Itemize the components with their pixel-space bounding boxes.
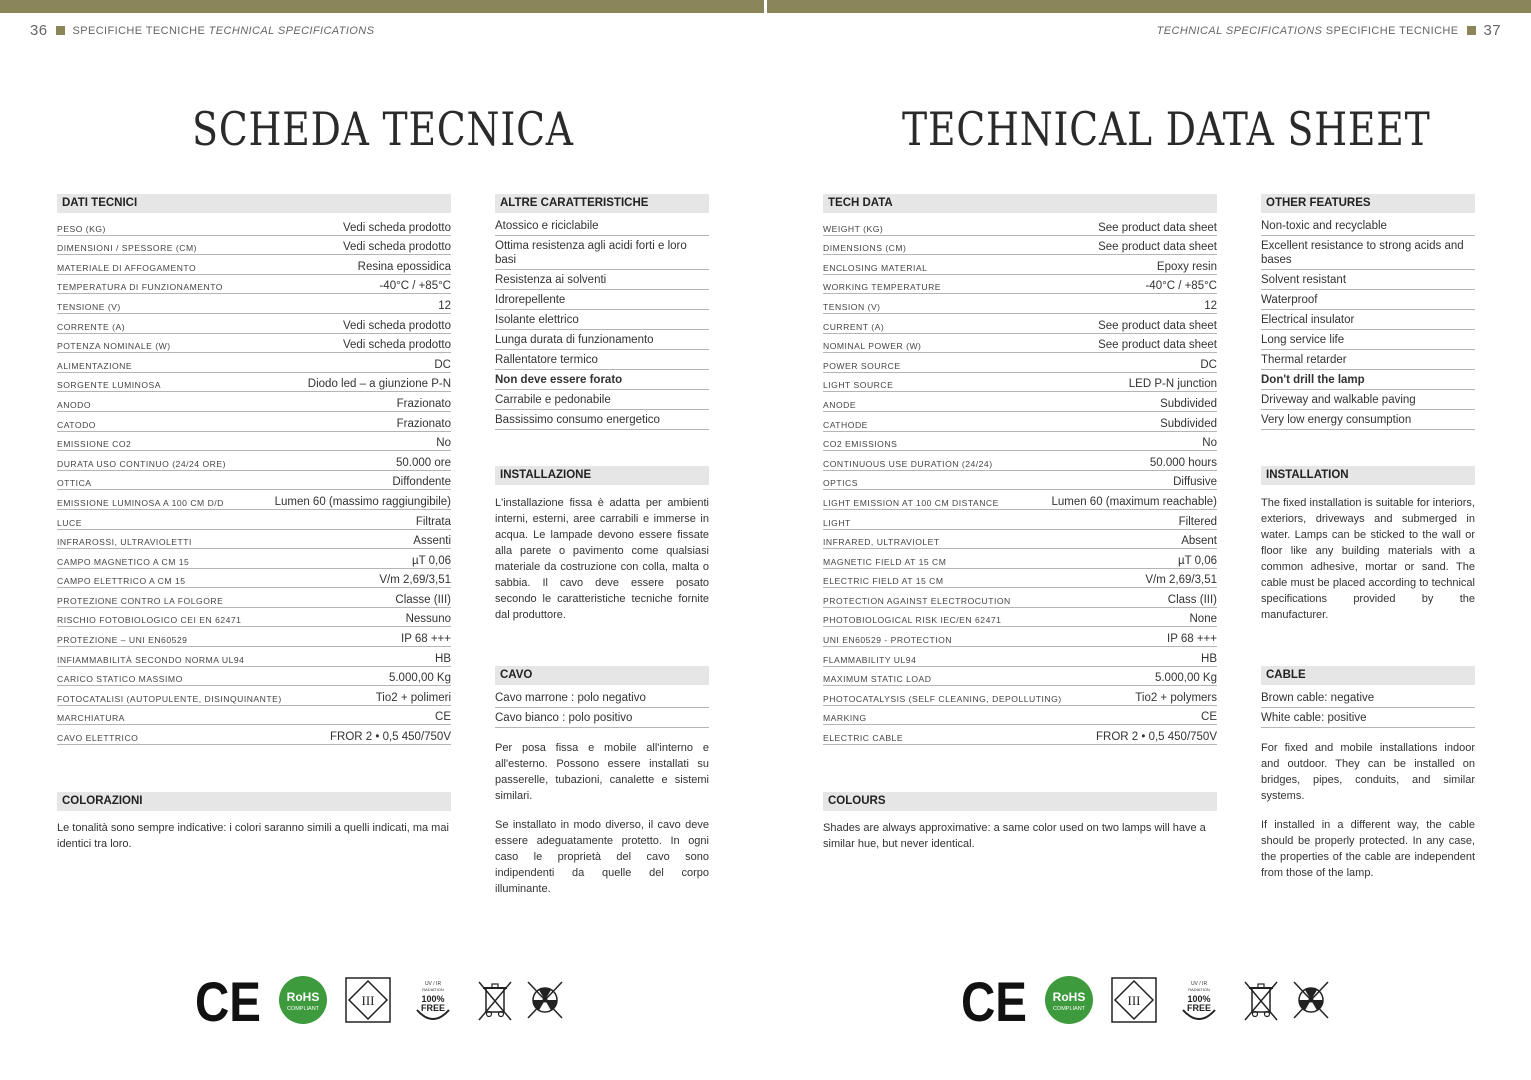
table-row: [823, 667, 1217, 687]
row-value: Diffusive: [1173, 476, 1217, 489]
row-label: NOMINAL POWER (W): [823, 341, 922, 352]
row-label: DIMENSIONS (CM): [823, 243, 907, 254]
row-label: CATHODE: [823, 419, 868, 430]
row-value: 50.000 ore: [396, 456, 451, 469]
table-row: [823, 236, 1217, 256]
row-value: See product data sheet: [1098, 319, 1217, 332]
row-label: CAMPO ELETTRICO A CM 15: [57, 576, 186, 587]
table-row: [57, 432, 451, 452]
list-item: Resistenza ai solventi: [495, 270, 709, 290]
row-value: No: [1202, 437, 1217, 450]
svg-text:COMPLIANT: COMPLIANT: [1052, 1006, 1086, 1012]
row-value: FROR 2 • 0,5 450/750V: [1095, 731, 1217, 744]
row-value: IP 68 +++: [1167, 633, 1217, 646]
row-value: Subdivided: [1160, 417, 1217, 430]
list-item: Non deve essere forato: [495, 370, 709, 390]
list-item: Very low energy consumption: [1261, 410, 1475, 430]
row-value: LED P-N junction: [1128, 378, 1217, 391]
row-value: µT 0,06: [1177, 554, 1217, 567]
table-row: [57, 294, 451, 314]
row-label: PHOTOBIOLOGICAL RISK IEC/EN 62471: [823, 615, 1002, 626]
row-label: EMISSIONE LUMINOSA A 100 CM D/D: [57, 497, 224, 508]
list-item: Electrical insulator: [1261, 310, 1475, 330]
row-label: CO2 EMISSIONS: [823, 439, 898, 450]
table-row: [823, 412, 1217, 432]
table-row: [823, 530, 1217, 550]
row-value: None: [1189, 613, 1217, 626]
row-label: OPTICS: [823, 478, 858, 489]
row-value: DC: [1200, 358, 1217, 371]
row-label: WORKING TEMPERATURE: [823, 282, 942, 293]
row-label: ALIMENTAZIONE: [57, 360, 133, 371]
tech-data-table: [823, 216, 1217, 745]
svg-text:100%: 100%: [421, 994, 445, 1004]
cable-section: [495, 666, 709, 897]
section-heading: CAVO: [495, 666, 709, 685]
row-value: 12: [1204, 299, 1217, 312]
section-heading: INSTALLATION: [1261, 466, 1475, 485]
table-row: [823, 569, 1217, 589]
row-label: PESO (KG): [57, 223, 106, 234]
rohs-compliant-icon: [277, 974, 329, 1026]
row-label: LIGHT EMISSION AT 100 CM DISTANCE: [823, 497, 999, 508]
row-value: Subdivided: [1160, 397, 1217, 410]
colors-text: Le tonalità sono sempre indicative: i colori saranno simili a quelli indicati, ma mai identici tra loro.: [57, 822, 449, 850]
row-value: Nessuno: [405, 613, 451, 626]
table-row: [823, 314, 1217, 334]
row-label: INFRARED, ULTRAVIOLET: [823, 537, 940, 548]
no-radiation-icon: [1291, 978, 1331, 1022]
svg-text:RoHS: RoHS: [286, 990, 320, 1004]
row-label: MATERIALE DI AFFOGAMENTO: [57, 262, 197, 273]
row-label: RISCHIO FOTOBIOLOGICO CEI EN 62471: [57, 615, 242, 626]
row-label: TEMPERATURA DI FUNZIONAMENTO: [57, 282, 223, 293]
no-radiation-icon: [525, 978, 565, 1022]
page-title: TECHNICAL DATA SHEET: [902, 102, 1431, 156]
svg-text:UV / IR: UV / IR: [1190, 981, 1208, 987]
installation-section: [495, 466, 709, 623]
row-value: µT 0,06: [411, 554, 451, 567]
row-label: PROTEZIONE CONTRO LA FOLGORE: [57, 595, 224, 606]
row-label: MAGNETIC FIELD AT 15 CM: [823, 556, 947, 567]
row-value: Diffondente: [392, 476, 451, 489]
row-label: ELECTRIC FIELD AT 15 CM: [823, 576, 944, 587]
row-label: LIGHT: [823, 517, 851, 528]
table-row: [823, 706, 1217, 726]
table-row: [823, 392, 1217, 412]
row-value: 5.000,00 Kg: [388, 672, 451, 685]
list-item: Excellent resistance to strong acids and bases: [1261, 236, 1475, 270]
row-label: ANODE: [823, 399, 857, 410]
tech-data-section: [57, 194, 451, 745]
row-value: Vedi scheda prodotto: [342, 339, 451, 352]
table-row: [57, 549, 451, 569]
header-square-marker: [1467, 26, 1476, 35]
uv-ir-free-icon: [413, 976, 453, 1024]
table-row: [823, 432, 1217, 452]
table-row: [57, 569, 451, 589]
table-row: [57, 471, 451, 491]
row-label: MARKING: [823, 713, 867, 724]
cable-paragraph: Se installato in modo diverso, il cavo deve essere adeguatamente protetto. In ogni caso le proprietà del cavo sono indipendenti da quelle del corpo illuminante.: [495, 819, 709, 895]
table-row: [823, 725, 1217, 745]
table-row: [57, 353, 451, 373]
row-label: ENCLOSING MATERIAL: [823, 262, 928, 273]
table-row: [57, 490, 451, 510]
svg-text:RADIATION: RADIATION: [1188, 987, 1210, 992]
cable-item: Cavo marrone : polo negativo: [495, 688, 709, 708]
row-label: CURRENT (A): [823, 321, 885, 332]
cable-section: [1261, 666, 1475, 881]
row-label: SORGENTE LUMINOSA: [57, 380, 162, 391]
table-row: [823, 255, 1217, 275]
header-italic: TECHNICAL SPECIFICATIONS: [1156, 24, 1323, 37]
features-list: [1261, 216, 1475, 430]
list-item: Ottima resistenza agli acidi forti e loro basi: [495, 236, 709, 270]
table-row: [823, 608, 1217, 628]
table-row: [823, 588, 1217, 608]
row-value: CE: [1201, 711, 1217, 724]
list-item: Solvent resistant: [1261, 270, 1475, 290]
ce-mark-icon: [959, 970, 1029, 1033]
row-label: CORRENTE (A): [57, 321, 126, 332]
table-row: [823, 216, 1217, 236]
row-label: CATODO: [57, 419, 96, 430]
header-regular: SPECIFICHE TECNICHE: [1325, 24, 1459, 37]
section-heading: COLOURS: [823, 792, 1217, 811]
row-value: Filtered: [1178, 515, 1217, 528]
rohs-compliant-icon: [1043, 974, 1095, 1026]
svg-text:COMPLIANT: COMPLIANT: [286, 1006, 320, 1012]
table-row: [57, 373, 451, 393]
table-row: [57, 706, 451, 726]
row-label: POTENZA NOMINALE (W): [57, 341, 171, 352]
list-item: Rallentatore termico: [495, 350, 709, 370]
row-label: FLAMMABILITY UL94: [823, 654, 917, 665]
table-row: [57, 412, 451, 432]
running-header-left: [30, 22, 374, 39]
row-label: INFRAROSSI, ULTRAVIOLETTI: [57, 537, 192, 548]
table-row: [57, 647, 451, 667]
features-section: [1261, 194, 1475, 430]
svg-text:III: III: [361, 993, 375, 1008]
installation-section: [1261, 466, 1475, 623]
header-regular: SPECIFICHE TECNICHE: [72, 24, 206, 37]
cable-notes: [1261, 740, 1475, 881]
features-list: [495, 216, 709, 430]
top-accent-bar-right: [767, 0, 1531, 13]
row-value: 5.000,00 Kg: [1154, 672, 1217, 685]
svg-text:CE: CE: [195, 970, 261, 1033]
row-label: MAXIMUM STATIC LOAD: [823, 674, 932, 685]
row-label: ANODO: [57, 399, 92, 410]
row-value: Tio2 + polymers: [1135, 691, 1217, 704]
table-row: [57, 510, 451, 530]
row-label: CAVO ELETTRICO: [57, 733, 139, 744]
svg-text:RoHS: RoHS: [1052, 990, 1086, 1004]
section-heading: COLORAZIONI: [57, 792, 451, 811]
table-row: [57, 627, 451, 647]
table-row: [823, 549, 1217, 569]
section-heading: ALTRE CARATTERISTICHE: [495, 194, 709, 213]
running-header-right: [1157, 22, 1501, 39]
table-row: [823, 510, 1217, 530]
row-value: V/m 2,69/3,51: [1145, 574, 1217, 587]
row-label: OTTICA: [57, 478, 92, 489]
header-text: [1157, 25, 1459, 37]
table-row: [57, 588, 451, 608]
table-row: [823, 353, 1217, 373]
cable-item: Cavo bianco : polo positivo: [495, 708, 709, 728]
svg-text:FREE: FREE: [1186, 1003, 1212, 1013]
table-row: [57, 725, 451, 745]
row-label: ELECTRIC CABLE: [823, 733, 904, 744]
list-item: Don't drill the lamp: [1261, 370, 1475, 390]
table-row: [823, 373, 1217, 393]
row-label: FOTOCATALISI (AUTOPULENTE, DISINQUINANTE): [57, 693, 282, 704]
list-item: Thermal retarder: [1261, 350, 1475, 370]
svg-text:CE: CE: [961, 970, 1027, 1033]
row-value: Diodo led – a giunzione P-N: [307, 378, 451, 391]
svg-text:FREE: FREE: [420, 1003, 446, 1013]
row-value: Lumen 60 (maximum reachable): [1051, 495, 1217, 508]
features-section: [495, 194, 709, 430]
row-label: PHOTOCATALYSIS (SELF CLEANING, DEPOLLUTING): [823, 693, 1062, 704]
row-value: Epoxy resin: [1156, 260, 1217, 273]
table-row: [57, 530, 451, 550]
section-heading: DATI TECNICI: [57, 194, 451, 213]
list-item: Isolante elettrico: [495, 310, 709, 330]
page-number: 36: [30, 22, 48, 39]
table-row: [57, 686, 451, 706]
table-row: [823, 294, 1217, 314]
header-text: [73, 25, 375, 37]
weee-bin-icon: [1241, 978, 1281, 1022]
row-value: -40°C / +85°C: [379, 280, 451, 293]
section-heading: INSTALLAZIONE: [495, 466, 709, 485]
table-row: [57, 255, 451, 275]
row-value: 12: [438, 299, 451, 312]
row-value: No: [436, 437, 451, 450]
colors-section: [823, 792, 1217, 852]
section-heading: TECH DATA: [823, 194, 1217, 213]
svg-text:100%: 100%: [1187, 994, 1211, 1004]
cable-item: Brown cable: negative: [1261, 688, 1475, 708]
ce-mark-icon: [193, 970, 263, 1033]
cable-paragraph: For fixed and mobile installations indoor and outdoor. They can be installed on bridges, pipes, conduits, and similar systems.: [1261, 742, 1475, 802]
certification-icons: [193, 970, 565, 1033]
row-label: CARICO STATICO MASSIMO: [57, 674, 183, 685]
svg-text:III: III: [1127, 993, 1141, 1008]
row-label: PROTEZIONE – UNI EN60529: [57, 635, 188, 646]
list-item: Atossico e riciclabile: [495, 216, 709, 236]
table-row: [823, 471, 1217, 491]
row-label: PROTECTION AGAINST ELECTROCUTION: [823, 595, 1011, 606]
list-item: Non-toxic and recyclable: [1261, 216, 1475, 236]
row-value: -40°C / +85°C: [1145, 280, 1217, 293]
page-title: SCHEDA TECNICA: [192, 102, 574, 156]
table-row: [57, 667, 451, 687]
row-value: Resina epossidica: [357, 260, 451, 273]
row-value: DC: [434, 358, 451, 371]
class-iii-icon: [1109, 975, 1159, 1025]
row-value: Vedi scheda prodotto: [342, 319, 451, 332]
table-row: [57, 216, 451, 236]
header-italic: TECHNICAL SPECIFICATIONS: [208, 24, 375, 37]
row-value: HB: [1201, 652, 1217, 665]
list-item: Lunga durata di funzionamento: [495, 330, 709, 350]
row-value: V/m 2,69/3,51: [379, 574, 451, 587]
installation-text: L'installazione fissa è adatta per ambienti interni, esterni, aree carrabili e immerse in acqua. Le lampade devono essere fissate alla parete o pavimento come qualsiasi materiale da costruzione con colla, malta o sabbia. Il cavo deve essere posato secondo le caratteristiche tecniche fornite dal produttore.: [495, 497, 709, 621]
row-value: See product data sheet: [1098, 339, 1217, 352]
row-value: Class (III): [1167, 593, 1217, 606]
cable-paragraph: Per posa fissa e mobile all'interno e all'esterno. Possono essere installati su passerelle, tubazioni, canalette e sistemi similari.: [495, 742, 709, 802]
section-heading: CABLE: [1261, 666, 1475, 685]
table-row: [823, 647, 1217, 667]
list-item: Long service life: [1261, 330, 1475, 350]
row-label: MARCHIATURA: [57, 713, 125, 724]
row-label: TENSIONE (V): [57, 301, 121, 312]
row-label: POWER SOURCE: [823, 360, 901, 371]
table-row: [823, 334, 1217, 354]
table-row: [57, 236, 451, 256]
colors-section: [57, 792, 451, 852]
row-label: WEIGHT (KG): [823, 223, 884, 234]
row-value: Tio2 + polimeri: [375, 691, 451, 704]
row-label: UNI EN60529 - PROTECTION: [823, 635, 952, 646]
tech-data-table: [57, 216, 451, 745]
list-item: Idrorepellente: [495, 290, 709, 310]
list-item: Driveway and walkable paving: [1261, 390, 1475, 410]
table-row: [823, 275, 1217, 295]
row-value: Assenti: [413, 535, 451, 548]
colors-text: Shades are always approximative: a same color used on two lamps will have a similar hue, but never identical.: [823, 822, 1206, 850]
row-value: Filtrata: [415, 515, 451, 528]
row-value: Vedi scheda prodotto: [342, 241, 451, 254]
row-value: Frazionato: [396, 397, 451, 410]
row-label: INFIAMMABILITÀ SECONDO NORMA UL94: [57, 654, 245, 665]
row-value: HB: [435, 652, 451, 665]
class-iii-icon: [343, 975, 393, 1025]
weee-bin-icon: [475, 978, 515, 1022]
row-value: FROR 2 • 0,5 450/750V: [329, 731, 451, 744]
row-value: Classe (III): [395, 593, 451, 606]
row-label: LUCE: [57, 517, 82, 528]
table-row: [823, 451, 1217, 471]
row-value: IP 68 +++: [401, 633, 451, 646]
table-row: [57, 314, 451, 334]
row-value: 50.000 hours: [1149, 456, 1217, 469]
tech-data-section: [823, 194, 1217, 745]
row-value: See product data sheet: [1098, 221, 1217, 234]
row-value: See product data sheet: [1098, 241, 1217, 254]
row-value: Lumen 60 (massimo raggiungibile): [274, 495, 451, 508]
row-label: EMISSIONE CO2: [57, 439, 132, 450]
list-item: Carrabile e pedonabile: [495, 390, 709, 410]
row-value: CE: [435, 711, 451, 724]
list-item: Bassissimo consumo energetico: [495, 410, 709, 430]
row-label: DIMENSIONI / SPESSORE (CM): [57, 243, 198, 254]
row-label: CAMPO MAGNETICO A CM 15: [57, 556, 190, 567]
uv-ir-free-icon: [1179, 976, 1219, 1024]
row-label: LIGHT SOURCE: [823, 380, 894, 391]
certification-icons: [959, 970, 1331, 1033]
top-accent-bar-left: [0, 0, 764, 13]
table-row: [57, 451, 451, 471]
table-row: [57, 608, 451, 628]
table-row: [57, 334, 451, 354]
row-value: Absent: [1181, 535, 1217, 548]
svg-text:UV / IR: UV / IR: [424, 981, 442, 987]
header-square-marker: [56, 26, 65, 35]
table-row: [823, 490, 1217, 510]
page-number: 37: [1483, 22, 1501, 39]
table-row: [823, 627, 1217, 647]
row-label: TENSION (V): [823, 301, 881, 312]
row-label: DURATA USO CONTINUO (24/24 ORE): [57, 458, 226, 469]
row-value: Frazionato: [396, 417, 451, 430]
table-row: [823, 686, 1217, 706]
cable-notes: [495, 740, 709, 897]
table-row: [57, 275, 451, 295]
row-value: Vedi scheda prodotto: [342, 221, 451, 234]
cable-paragraph: If installed in a different way, the cable should be properly protected. In any case, the properties of the cable are independent from those of the lamp.: [1261, 819, 1475, 879]
svg-text:RADIATION: RADIATION: [422, 987, 444, 992]
installation-text: The fixed installation is suitable for interiors, exteriors, driveways and submerged in water. Lamps can be sticked to the wall or floor like any building materials with a common adhesive, mortar or sand. The cable must be placed according to technical specifications provided by the manufacturer.: [1261, 497, 1475, 621]
section-heading: OTHER FEATURES: [1261, 194, 1475, 213]
cable-item: White cable: positive: [1261, 708, 1475, 728]
row-label: CONTINUOUS USE DURATION (24/24): [823, 458, 993, 469]
table-row: [57, 392, 451, 412]
list-item: Waterproof: [1261, 290, 1475, 310]
